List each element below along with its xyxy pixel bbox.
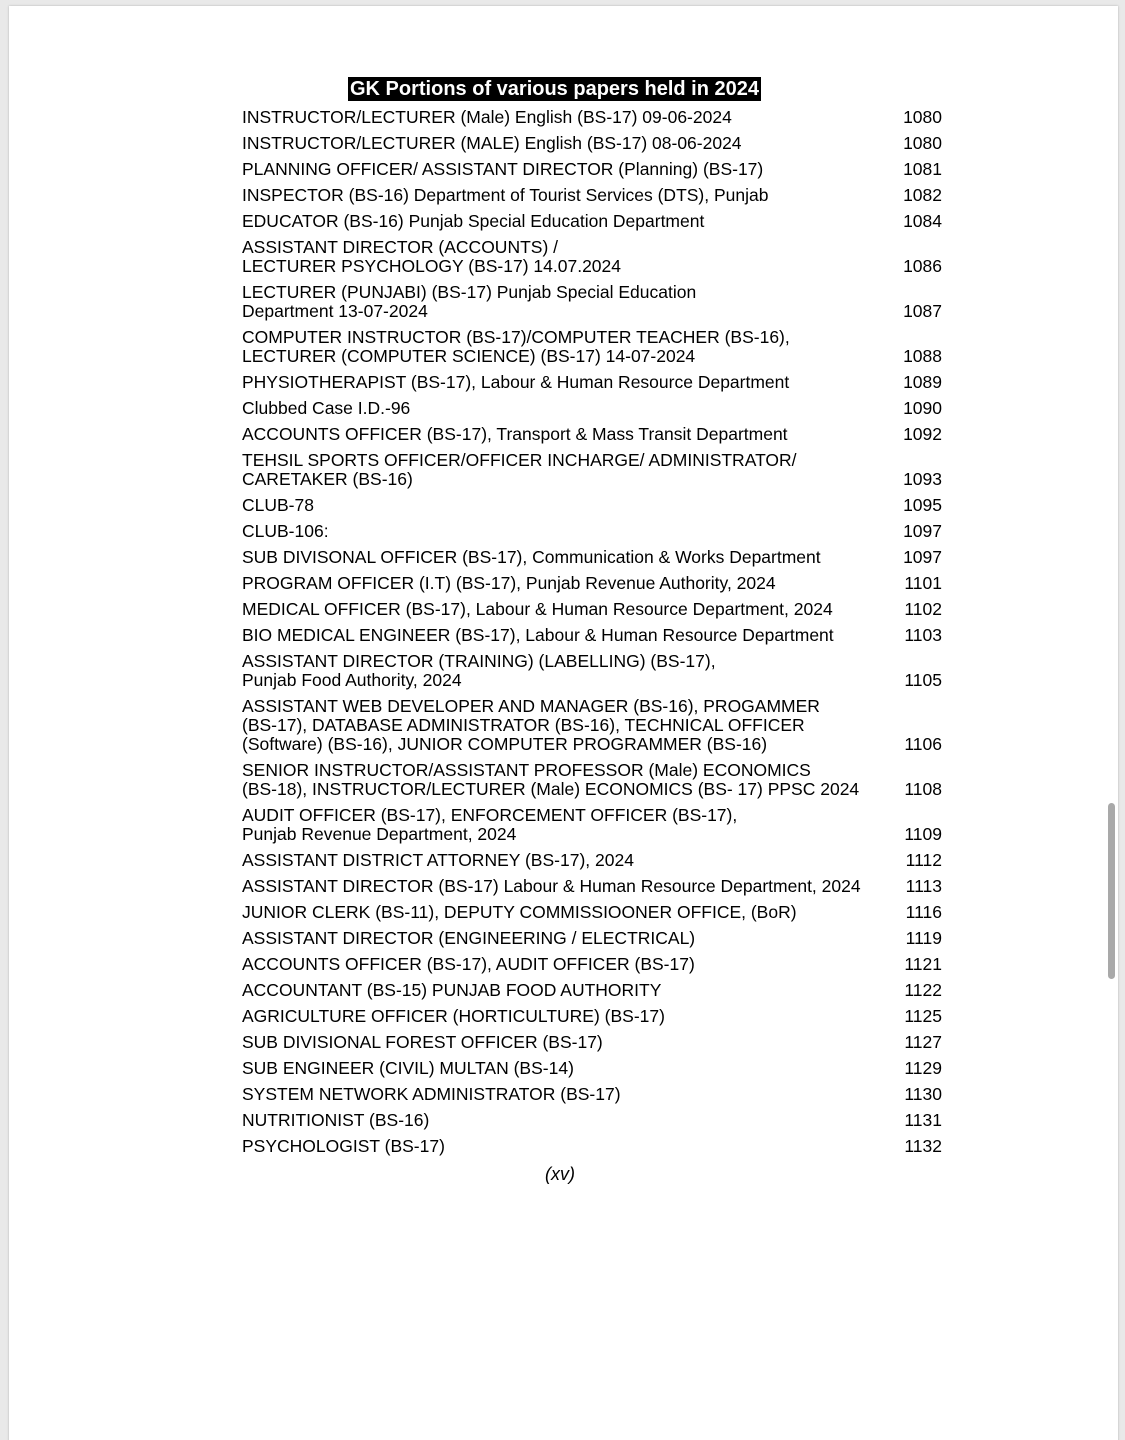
toc-entry[interactable] bbox=[242, 1055, 942, 1081]
toc-entry-title: ACCOUNTS OFFICER (BS-17), AUDIT OFFICER (BS-17) bbox=[242, 954, 695, 974]
toc-entry-title: PSYCHOLOGIST (BS-17) bbox=[242, 1136, 445, 1156]
toc-entry-page: 1090 bbox=[903, 398, 942, 418]
toc-entry[interactable] bbox=[242, 518, 942, 544]
toc-entry-page: 1088 bbox=[903, 346, 942, 366]
toc-entry-title: SUB DIVISONAL OFFICER (BS-17), Communication & Works Department bbox=[242, 547, 821, 567]
toc-entry[interactable] bbox=[242, 977, 942, 1003]
toc-entry-title: SUB DIVISIONAL FOREST OFFICER (BS-17) bbox=[242, 1032, 603, 1052]
contents-heading: GK Portions of various papers held in 2024 bbox=[350, 78, 759, 100]
toc-entry-title: ASSISTANT DIRECTOR (TRAINING) (LABELLING) (BS-17), Punjab Food Authority, 2024 bbox=[242, 651, 716, 690]
toc-entry-page: 1080 bbox=[903, 107, 942, 127]
toc-entry-page: 1127 bbox=[904, 1032, 942, 1052]
toc-entry[interactable] bbox=[242, 104, 942, 130]
toc-entry-title: INSTRUCTOR/LECTURER (Male) English (BS-17) 09-06-2024 bbox=[242, 107, 732, 127]
toc-entry-title: CLUB-78 bbox=[242, 495, 314, 515]
toc-entry-page: 1121 bbox=[904, 954, 942, 974]
toc-entry[interactable] bbox=[242, 1003, 942, 1029]
toc-entry-title: SENIOR INSTRUCTOR/ASSISTANT PROFESSOR (Male) ECONOMICS (BS-18), INSTRUCTOR/LECTURER (Male) ECONOMICS (BS- 17) PPSC 2024 bbox=[242, 760, 860, 799]
toc-entry[interactable] bbox=[242, 596, 942, 622]
toc-entry-title: INSTRUCTOR/LECTURER (MALE) English (BS-17) 08-06-2024 bbox=[242, 133, 742, 153]
toc-entry[interactable] bbox=[242, 925, 942, 951]
toc-entry-title: JUNIOR CLERK (BS-11), DEPUTY COMMISSIOONER OFFICE, (BoR) bbox=[242, 902, 797, 922]
toc-entry-page: 1109 bbox=[904, 824, 942, 844]
toc-entry[interactable] bbox=[242, 324, 942, 369]
toc-entry-title: ASSISTANT WEB DEVELOPER AND MANAGER (BS-16), PROGAMMER (BS-17), DATABASE ADMINISTRATOR (BS-16), TECHNICAL OFFICER (Software) (BS-16), JUNIOR COMPUTER PROGRAMMER (BS-16) bbox=[242, 696, 820, 754]
document-page bbox=[9, 6, 1118, 1440]
toc-entry[interactable] bbox=[242, 570, 942, 596]
toc-entry-title: ACCOUNTANT (BS-15) PUNJAB FOOD AUTHORITY bbox=[242, 980, 662, 1000]
toc-entry-page: 1130 bbox=[904, 1084, 942, 1104]
toc-entry[interactable] bbox=[242, 130, 942, 156]
toc-entry-page: 1086 bbox=[903, 256, 942, 276]
toc-entry-page: 1125 bbox=[904, 1006, 942, 1026]
toc-entry[interactable] bbox=[242, 544, 942, 570]
toc-entry[interactable] bbox=[242, 847, 942, 873]
toc-entry[interactable] bbox=[242, 1081, 942, 1107]
toc-entry-page: 1103 bbox=[904, 625, 942, 645]
toc-entry[interactable] bbox=[242, 873, 942, 899]
toc-entry-title: PLANNING OFFICER/ ASSISTANT DIRECTOR (Planning) (BS-17) bbox=[242, 159, 764, 179]
toc-entry-page: 1131 bbox=[904, 1110, 942, 1130]
toc-entry[interactable] bbox=[242, 182, 942, 208]
toc-entry[interactable] bbox=[242, 208, 942, 234]
vertical-scrollbar-thumb[interactable] bbox=[1108, 803, 1115, 979]
toc-entry[interactable] bbox=[242, 492, 942, 518]
toc-entry[interactable] bbox=[242, 802, 942, 847]
toc-entry-page: 1106 bbox=[904, 734, 942, 754]
toc-entry-page: 1122 bbox=[904, 980, 942, 1000]
toc-entry[interactable] bbox=[242, 648, 942, 693]
toc-entry-title: COMPUTER INSTRUCTOR (BS-17)/COMPUTER TEACHER (BS-16), LECTURER (COMPUTER SCIENCE) (BS-17) 14-07-2024 bbox=[242, 327, 790, 366]
toc-entry[interactable] bbox=[242, 234, 942, 279]
toc-entry-page: 1087 bbox=[903, 301, 942, 321]
toc-entry-title: SYSTEM NETWORK ADMINISTRATOR (BS-17) bbox=[242, 1084, 621, 1104]
toc-entry[interactable] bbox=[242, 951, 942, 977]
toc-entry-title: LECTURER (PUNJABI) (BS-17) Punjab Special Education Department 13-07-2024 bbox=[242, 282, 697, 321]
toc-entry-title: ACCOUNTS OFFICER (BS-17), Transport & Mass Transit Department bbox=[242, 424, 788, 444]
toc-entry-page: 1113 bbox=[905, 876, 942, 896]
toc-entry-title: MEDICAL OFFICER (BS-17), Labour & Human Resource Department, 2024 bbox=[242, 599, 833, 619]
toc-entry-title: INSPECTOR (BS-16) Department of Tourist Services (DTS), Punjab bbox=[242, 185, 769, 205]
toc-entry-page: 1102 bbox=[904, 599, 942, 619]
toc-entry-page: 1095 bbox=[903, 495, 942, 515]
toc-entry-page: 1132 bbox=[904, 1136, 942, 1156]
toc-entry-page: 1129 bbox=[904, 1058, 942, 1078]
toc-entry-page: 1097 bbox=[903, 521, 942, 541]
toc-entry-title: ASSISTANT DIRECTOR (ENGINEERING / ELECTRICAL) bbox=[242, 928, 696, 948]
toc-entry[interactable] bbox=[242, 622, 942, 648]
toc-entry-page: 1105 bbox=[904, 670, 942, 690]
toc-entry-title: TEHSIL SPORTS OFFICER/OFFICER INCHARGE/ ADMINISTRATOR/ CARETAKER (BS-16) bbox=[242, 450, 797, 489]
toc-entry-page: 1089 bbox=[903, 372, 942, 392]
toc-entry-title: ASSISTANT DISTRICT ATTORNEY (BS-17), 2024 bbox=[242, 850, 634, 870]
toc-entry-page: 1112 bbox=[905, 850, 942, 870]
toc-entry-title: ASSISTANT DIRECTOR (BS-17) Labour & Human Resource Department, 2024 bbox=[242, 876, 861, 896]
toc-entry[interactable] bbox=[242, 1107, 942, 1133]
toc-entry-title: CLUB-106: bbox=[242, 521, 329, 541]
toc-entry-page: 1101 bbox=[904, 573, 942, 593]
toc-entry[interactable] bbox=[242, 447, 942, 492]
toc-entry-title: BIO MEDICAL ENGINEER (BS-17), Labour & Human Resource Department bbox=[242, 625, 834, 645]
toc-entry-title: PHYSIOTHERAPIST (BS-17), Labour & Human Resource Department bbox=[242, 372, 790, 392]
toc-entry[interactable] bbox=[242, 279, 942, 324]
toc-entry-title: AGRICULTURE OFFICER (HORTICULTURE) (BS-17) bbox=[242, 1006, 665, 1026]
page-number: (xv) bbox=[545, 1164, 575, 1184]
toc-entry[interactable] bbox=[242, 156, 942, 182]
toc-entry[interactable] bbox=[242, 899, 942, 925]
toc-entry-page: 1081 bbox=[903, 159, 942, 179]
toc-entry-page: 1092 bbox=[903, 424, 942, 444]
toc-entry-page: 1093 bbox=[903, 469, 942, 489]
toc-entry-title: SUB ENGINEER (CIVIL) MULTAN (BS-14) bbox=[242, 1058, 574, 1078]
toc-entry-title: EDUCATOR (BS-16) Punjab Special Education Department bbox=[242, 211, 705, 231]
toc-entry-page: 1082 bbox=[903, 185, 942, 205]
toc-entry-title: PROGRAM OFFICER (I.T) (BS-17), Punjab Revenue Authority, 2024 bbox=[242, 573, 776, 593]
toc-entry[interactable] bbox=[242, 395, 942, 421]
toc-entry[interactable] bbox=[242, 1133, 942, 1159]
toc-entry-title: NUTRITIONIST (BS-16) bbox=[242, 1110, 430, 1130]
toc-entry-page: 1084 bbox=[903, 211, 942, 231]
toc-entry-title: ASSISTANT DIRECTOR (ACCOUNTS) / LECTURER PSYCHOLOGY (BS-17) 14.07.2024 bbox=[242, 237, 622, 276]
toc-entry[interactable] bbox=[242, 1029, 942, 1055]
toc-entry-page: 1080 bbox=[903, 133, 942, 153]
table-of-contents bbox=[242, 104, 942, 1159]
toc-entry-page: 1097 bbox=[903, 547, 942, 567]
toc-entry[interactable] bbox=[242, 421, 942, 447]
toc-entry-page: 1108 bbox=[904, 779, 942, 799]
toc-entry[interactable] bbox=[242, 757, 942, 802]
toc-entry[interactable] bbox=[242, 693, 942, 757]
toc-entry-page: 1116 bbox=[905, 902, 942, 922]
toc-entry-title: Clubbed Case I.D.-96 bbox=[242, 398, 411, 418]
toc-entry[interactable] bbox=[242, 369, 942, 395]
toc-entry-title: AUDIT OFFICER (BS-17), ENFORCEMENT OFFICER (BS-17), Punjab Revenue Department, 2024 bbox=[242, 805, 738, 844]
toc-entry-page: 1119 bbox=[905, 928, 942, 948]
